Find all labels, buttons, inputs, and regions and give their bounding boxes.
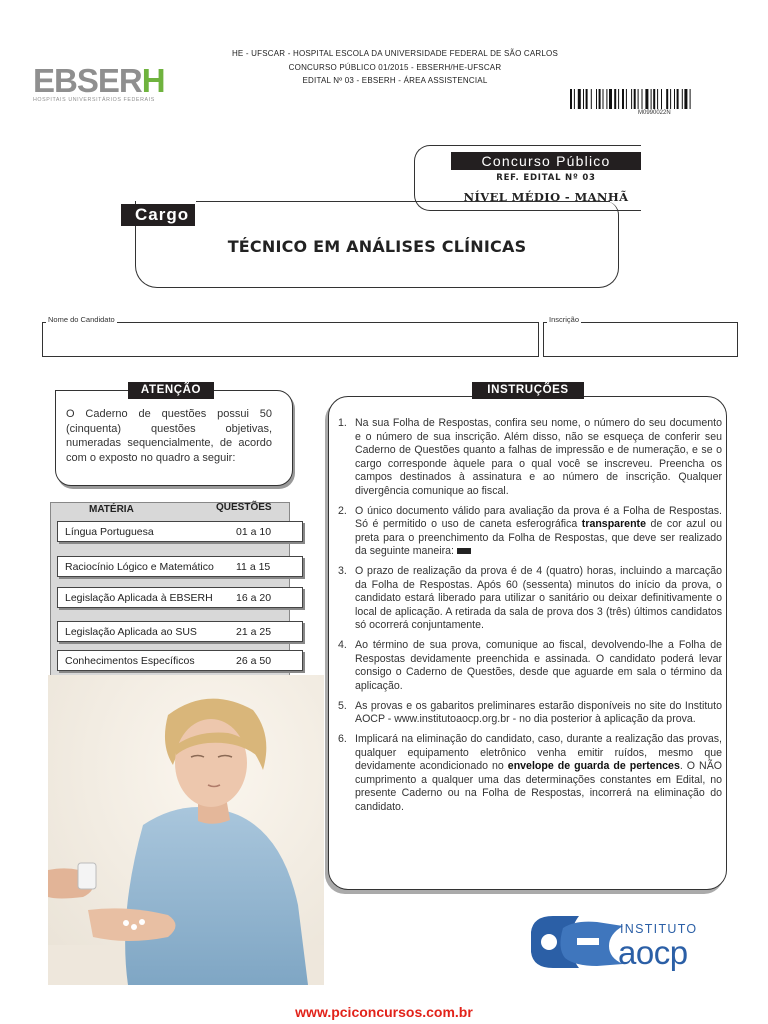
- barcode-bar: [642, 89, 643, 109]
- table-row: [57, 587, 303, 608]
- logo-wordmark: [33, 62, 165, 99]
- aocp-name: aocp: [618, 934, 688, 971]
- barcode-bar: [578, 89, 581, 109]
- barcode-bar: [609, 89, 612, 109]
- barcode-bar: [682, 89, 683, 109]
- materias-table: [50, 502, 290, 689]
- barcode-bar: [586, 89, 588, 109]
- item-number: 4.: [338, 639, 347, 651]
- item-number: 1.: [338, 417, 347, 429]
- filled-mark-icon: [457, 548, 471, 554]
- barcode-bar: [583, 89, 584, 109]
- barcode-bar: [657, 89, 658, 109]
- questoes-range: 11 a 15: [236, 561, 271, 573]
- barcode-bar: [638, 89, 639, 109]
- ebserh-logo: [33, 62, 165, 103]
- barcode-bar: [618, 89, 619, 109]
- barcode-bar: [626, 89, 627, 109]
- barcode-bar: [661, 89, 662, 109]
- item-text-post: de cor azul ou preta para o preenchimento da Folha de Respostas, que deve ser realizado da seguinte maneira:: [355, 518, 722, 557]
- barcode-bar: [606, 89, 607, 109]
- candidate-photo-image: [48, 675, 324, 985]
- barcode-icon: [570, 89, 738, 109]
- table-row: [57, 650, 303, 671]
- inscricao-label: Inscrição: [549, 315, 580, 324]
- logo-word-main: EBSER: [33, 62, 142, 99]
- item-text: O único documento válido para avaliação da prova é a Folha de Respostas. Só é permitido o uso de caneta esferográfica: [355, 504, 722, 530]
- materia-name: Língua Portuguesa: [65, 526, 154, 538]
- list-item: [338, 700, 722, 727]
- item-number: 5.: [338, 699, 347, 712]
- item-number: 3.: [338, 565, 347, 577]
- header-text: [200, 47, 590, 88]
- materia-name: Conhecimentos Específicos: [65, 655, 195, 667]
- questoes-range: 01 a 10: [236, 526, 272, 538]
- instrucoes-label: INSTRUÇÕES: [472, 382, 584, 399]
- ref-edital: REF. EDITAL Nº 03: [496, 173, 596, 183]
- barcode-bar: [596, 89, 597, 109]
- barcode-bar: [670, 89, 671, 109]
- cargo-label: Cargo: [121, 204, 195, 226]
- header-line-3: EDITAL Nº 03 - EBSERH - ÁREA ASSISTENCIAL: [302, 76, 488, 85]
- footer-link[interactable]: www.pciconcursos.com.br: [295, 1004, 473, 1020]
- nivel-label: NÍVEL MÉDIO - MANHÃ: [463, 190, 629, 204]
- item-number: 6.: [338, 733, 347, 745]
- item-bold: transparente: [581, 518, 646, 530]
- list-item: [338, 505, 722, 559]
- table-row: [57, 556, 303, 577]
- concurso-title: Concurso Público: [451, 152, 641, 170]
- item-text: O prazo de realização da prova é de 4 (quatro) horas, incluindo a marcação da Folha de Respostas. Após 60 (sessenta) minutos do início da prova, o candidato estará liberado para utilizar o sanitário ou deixar definitivamente o local de aplicação. A retirada da sala de prova dos 3 (três) últimos candidatos só ocorrerá conjuntamente.: [355, 565, 722, 631]
- cargo-title: TÉCNICO EM ANÁLISES CLÍNICAS: [227, 237, 527, 256]
- header-line-1: HE - UFSCAR - HOSPITAL ESCOLA DA UNIVERSIDADE FEDERAL DE SÃO CARLOS: [231, 49, 559, 58]
- item-number: 2.: [338, 504, 347, 517]
- item-text: Implicará na eliminação do candidato, caso, durante a realização das provas, qualquer equipamento eletrônico venha emitir ruídos, mesmo que devidamente acondicionado no: [355, 733, 722, 772]
- item-bold: envelope de guarda de pertences: [507, 760, 680, 772]
- questoes-range: 26 a 50: [236, 655, 272, 667]
- barcode-bar: [677, 89, 679, 109]
- barcode-bar: [622, 89, 624, 109]
- barcode-bar: [674, 89, 675, 109]
- barcode-bar: [574, 89, 575, 109]
- barcode-bar: [651, 89, 652, 109]
- barcode-bar: [603, 89, 604, 109]
- questoes-range: 16 a 20: [236, 592, 272, 604]
- logo-word-accent: H: [141, 62, 165, 99]
- nome-candidato-label: Nome do Candidato: [48, 315, 115, 324]
- table-row: [57, 521, 303, 542]
- list-item: [338, 733, 722, 814]
- barcode-bar: [653, 89, 655, 109]
- barcode-bar: [690, 89, 691, 109]
- barcode-bar: [599, 89, 601, 109]
- aocp-instituto: INSTITUTO: [620, 922, 698, 936]
- list-item: [338, 417, 722, 498]
- materias-header: [51, 503, 289, 516]
- instrucoes-list: [338, 417, 722, 821]
- barcode-bar: [614, 89, 616, 109]
- item-text: As provas e os gabaritos preliminares estarão disponíveis no site do Instituto AOCP - www.institutoaocp.org.br - no dia posterior à aplicação da prova.: [355, 699, 722, 725]
- inscricao-field[interactable]: [543, 322, 738, 357]
- item-text: Na sua Folha de Respostas, confira seu nome, o número do seu documento e o número de sua inscrição. Além disso, não se esqueça de conferir seu Caderno de Questões quanto a falhas de impressão e de numeração, e se o cargo corresponde àquele para o qual você se inscreveu. Preencha os campos destinados à assinatura e ao número de inscrição. Qualquer divergência comunique ao fiscal.: [355, 417, 722, 497]
- questoes-range: 21 a 25: [236, 626, 272, 638]
- logo-subtitle: HOSPITAIS UNIVERSITÁRIOS FEDERAIS: [33, 97, 155, 103]
- list-item: [338, 639, 722, 693]
- materia-name: Legislação Aplicada ao SUS: [65, 626, 197, 638]
- col-questoes: QUESTÕES: [216, 502, 272, 513]
- table-row: [57, 621, 303, 642]
- materia-name: Legislação Aplicada à EBSERH: [65, 592, 213, 604]
- atencao-label: ATENÇÃO: [128, 382, 214, 399]
- list-item: [338, 565, 722, 633]
- barcode-bar: [684, 89, 687, 109]
- barcode-bar: [645, 89, 648, 109]
- header-line-2: CONCURSO PÚBLICO 01/2015 - EBSERH/HE-UFSCAR: [288, 62, 502, 72]
- atencao-text: O Caderno de questões possui 50 (cinquenta) questões objetivas, numeradas sequencialmente, de acordo com o exposto no quadro a seguir:: [66, 408, 272, 464]
- item-text: Ao término de sua prova, comunique ao fiscal, devolvendo-lhe a Folha de Respostas devidamente preenchida e assinada. O candidato poderá levar consigo o Caderno de Questões, desde que aguarde em sala o término da aplicação.: [355, 639, 722, 692]
- barcode-bar: [634, 89, 636, 109]
- barcode-bar: [631, 89, 632, 109]
- barcode-bar: [570, 89, 572, 109]
- barcode-bar: [666, 89, 668, 109]
- col-materia: MATÉRIA: [89, 504, 134, 515]
- materia-name: Raciocínio Lógico e Matemático: [65, 561, 214, 573]
- barcode-number: M0990022N: [638, 110, 671, 116]
- nome-candidato-field[interactable]: [42, 322, 539, 357]
- barcode-bar: [591, 89, 592, 109]
- item-text-post: . O NÃO cumprimento a qualquer uma das determinações constantes em Edital, no presente Caderno ou na Folha de Respostas, incorrerá na eliminação do candidato.: [355, 760, 722, 813]
